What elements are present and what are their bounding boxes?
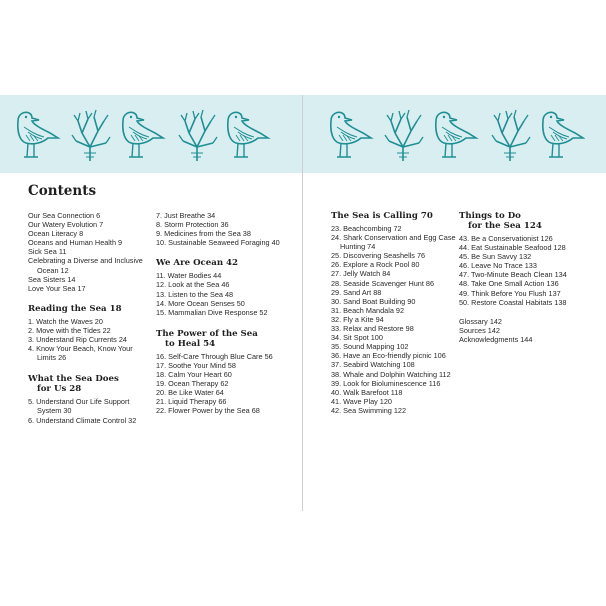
toc-entry[interactable]: Oceans and Human Health 9 (28, 238, 123, 248)
right-column-1 (331, 211, 457, 415)
right-page (303, 95, 606, 511)
toc-entry[interactable]: 48. Take One Small Action 136 (459, 279, 559, 289)
toc-entry[interactable]: Our Watery Evolution 7 (28, 220, 104, 230)
toc-entry[interactable]: 32. Fly a Kite 94 (331, 314, 384, 324)
toc-entry[interactable]: 30. Sand Boat Building 90 (331, 296, 416, 306)
toc-entry[interactable]: 4. Know Your Beach, Know Your (28, 344, 133, 354)
toc-entry[interactable]: 47. Two-Minute Beach Clean 134 (459, 270, 567, 280)
decorative-band (0, 95, 302, 173)
contents-title: Contents (28, 183, 97, 199)
toc-entry[interactable]: Love Your Sea 17 (28, 283, 86, 293)
toc-entry[interactable]: 24. Shark Conservation and Egg Case (331, 233, 456, 243)
section-heading[interactable]: Things to Do (459, 211, 521, 221)
toc-entry[interactable]: 21. Liquid Therapy 66 (156, 397, 227, 407)
toc-entry[interactable]: 11. Water Bodies 44 (156, 271, 222, 281)
toc-entry[interactable]: 10. Sustainable Seaweed Foraging 40 (156, 238, 280, 248)
toc-entry[interactable]: 29. Sand Art 88 (331, 287, 382, 297)
section-heading[interactable]: The Power of the Sea (156, 328, 258, 339)
toc-entry-continued[interactable]: Ocean 12 (37, 265, 69, 275)
section-heading[interactable]: What the Sea Does (28, 374, 119, 385)
right-column-2 (459, 211, 599, 344)
toc-entry[interactable]: Acknowledgments 144 (459, 334, 533, 344)
toc-entry[interactable]: 15. Mammalian Dive Response 52 (156, 307, 268, 317)
toc-entry[interactable]: 49. Think Before You Flush 137 (459, 288, 561, 298)
toc-entry[interactable]: 35. Sound Mapping 102 (331, 342, 409, 352)
toc-entry[interactable]: 14. More Ocean Senses 50 (156, 298, 245, 308)
toc-entry[interactable]: 7. Just Breathe 34 (156, 211, 216, 220)
toc-entry[interactable]: 6. Understand Climate Control 32 (28, 415, 137, 425)
decorative-band (303, 95, 606, 173)
toc-entry[interactable]: 20. Be Like Water 64 (156, 388, 224, 398)
section-heading-continued[interactable]: to Heal 54 (165, 338, 216, 349)
toc-entry[interactable]: 40. Walk Barefoot 118 (331, 387, 403, 397)
toc-entry[interactable]: 16. Self-Care Through Blue Care 56 (156, 351, 273, 361)
toc-entry[interactable]: 28. Seaside Scavenger Hunt 86 (331, 278, 435, 288)
toc-entry[interactable]: 17. Soothe Your Mind 58 (156, 360, 236, 370)
toc-entry[interactable]: 13. Listen to the Sea 48 (156, 289, 234, 299)
toc-entry[interactable]: 39. Look for Bioluminescence 116 (331, 378, 441, 388)
section-heading-continued[interactable]: for the Sea 124 (468, 221, 542, 231)
toc-entry[interactable]: 38. Whale and Dolphin Watching 112 (331, 369, 451, 379)
toc-entry[interactable]: 22. Flower Power by the Sea 68 (156, 406, 260, 416)
toc-entry-continued[interactable]: Limits 26 (37, 353, 67, 363)
toc-entry-continued[interactable]: System 30 (37, 406, 72, 416)
toc-entry[interactable]: 33. Relax and Restore 98 (331, 324, 414, 334)
toc-entry[interactable]: 37. Seabird Watching 108 (331, 360, 415, 370)
toc-entry[interactable]: 1. Watch the Waves 20 (28, 316, 103, 326)
toc-entry[interactable]: 25. Discovering Seashells 76 (331, 251, 426, 261)
toc-entry[interactable]: 50. Restore Coastal Habitats 138 (459, 297, 567, 307)
left-page (0, 95, 303, 511)
toc-entry[interactable]: 45. Be Sun Savvy 132 (459, 252, 532, 262)
toc-entry[interactable]: 12. Look at the Sea 46 (156, 280, 230, 290)
toc-entry[interactable]: 36. Have an Eco-friendly picnic 106 (331, 351, 446, 361)
toc-entry[interactable]: Our Sea Connection 6 (28, 211, 101, 220)
toc-entry[interactable]: 42. Sea Swimming 122 (331, 405, 407, 415)
toc-entry-continued[interactable]: Hunting 74 (340, 242, 376, 252)
toc-entry[interactable]: 26. Explore a Rock Pool 80 (331, 260, 420, 270)
toc-entry[interactable]: 43. Be a Conservationist 126 (459, 234, 553, 243)
toc-entry[interactable]: Sick Sea 11 (28, 247, 67, 257)
toc-entry[interactable]: 9. Medicines from the Sea 38 (156, 229, 251, 239)
toc-entry[interactable]: 27. Jelly Watch 84 (331, 269, 391, 279)
toc-entry[interactable]: Celebrating a Diverse and Inclusive (28, 256, 143, 266)
seabird-coral-illustration (12, 99, 282, 169)
toc-entry[interactable]: 31. Beach Mandala 92 (331, 305, 405, 315)
toc-entry[interactable]: 2. Move with the Tides 22 (28, 325, 111, 335)
toc-entry[interactable]: 23. Beachcombing 72 (331, 224, 402, 233)
left-column-2 (156, 211, 296, 416)
toc-entry[interactable]: 3. Understand Rip Currents 24 (28, 335, 127, 345)
toc-entry[interactable]: 8. Storm Protection 36 (156, 220, 229, 230)
toc-entry[interactable]: 18. Calm Your Heart 60 (156, 370, 232, 380)
toc-entry[interactable]: Sea Sisters 14 (28, 274, 76, 284)
seabird-coral-illustration (315, 99, 585, 169)
section-heading[interactable]: We Are Ocean 42 (156, 258, 239, 269)
toc-entry[interactable]: 41. Wave Play 120 (331, 396, 392, 406)
section-heading-continued[interactable]: for Us 28 (37, 384, 82, 395)
left-column-1 (28, 211, 152, 425)
toc-entry[interactable]: 34. Sit Spot 100 (331, 333, 383, 343)
toc-entry[interactable]: 46. Leave No Trace 133 (459, 261, 537, 271)
toc-entry[interactable]: 5. Understand Our Life Support (28, 397, 130, 407)
section-heading[interactable]: Reading the Sea 18 (28, 303, 122, 314)
toc-entry[interactable]: Sources 142 (459, 325, 500, 335)
toc-entry[interactable]: Glossary 142 (459, 316, 502, 326)
toc-entry[interactable]: 19. Ocean Therapy 62 (156, 379, 229, 389)
toc-entry[interactable]: 44. Eat Sustainable Seafood 128 (459, 243, 566, 253)
section-heading[interactable]: The Sea is Calling 70 (331, 211, 433, 221)
toc-entry[interactable]: Ocean Literacy 8 (28, 229, 84, 239)
